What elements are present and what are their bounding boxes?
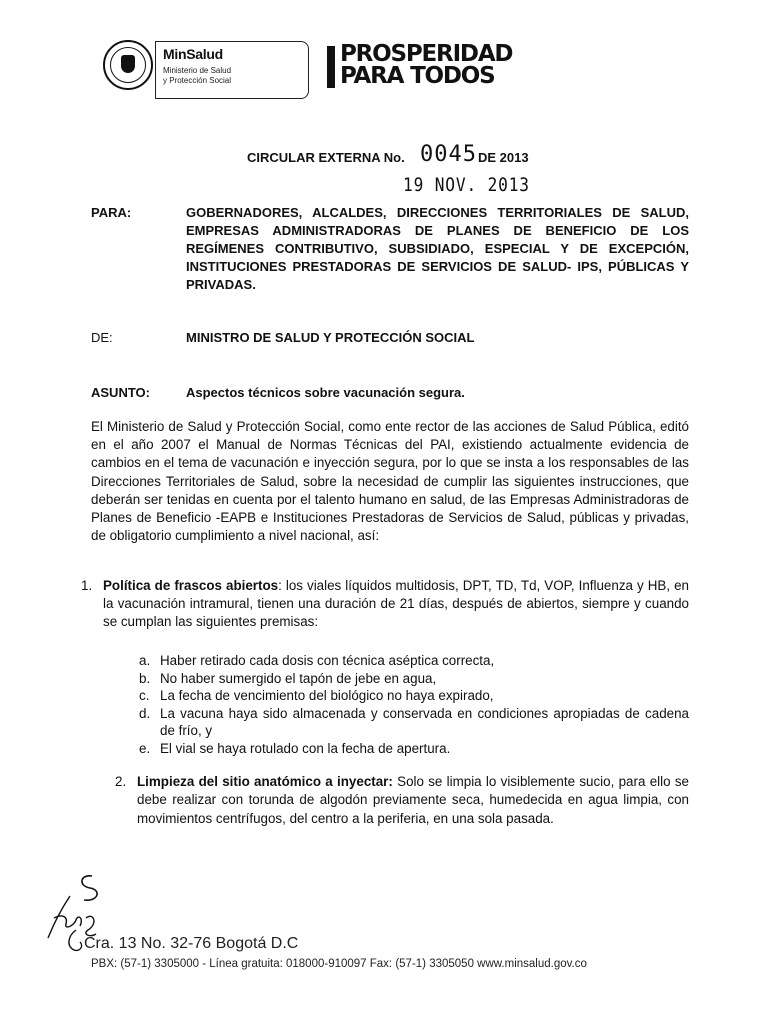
asunto-label: ASUNTO: [91, 385, 150, 400]
date-stamp: 19 NOV. 2013 [403, 174, 530, 196]
sub-list [139, 652, 689, 758]
circular-title-prefix: CIRCULAR EXTERNA No. [247, 150, 405, 165]
slogan-line-2: PARA TODOS [340, 63, 495, 89]
sub-item-letter: b. [139, 670, 151, 686]
sub-item-text: El vial se haya rotulado con la fecha de apertura. [160, 740, 451, 756]
de-label: DE: [91, 330, 113, 345]
item-body: : los viales líquidos multidosis, DPT, TD, Td, VOP, Influenza y HB, en la vacunación intramural, tienen una duración de 21 días, después de abiertos, siempre y cuando se cumplan las siguientes premisas: [103, 578, 689, 630]
sub-list-item [139, 652, 689, 670]
slogan-logo [340, 43, 512, 87]
para-recipients: GOBERNADORES, ALCALDES, DIRECCIONES TERRITORIALES DE SALUD, EMPRESAS ADMINISTRADORAS DE PLANES DE BENEFICIO DE LOS REGÍMENES CONTRIBUTIVO, SUBSIDIADO, ESPECIAL Y DE EXCEPCIÓN, INSTITUCIONES PRESTADORAS DE SERVICIOS DE SALUD- IPS, PÚBLICAS Y PRIVADAS. [186, 205, 689, 292]
sub-list-item [139, 740, 689, 758]
sub-item-text: La fecha de vencimiento del biológico no haya expirado, [160, 688, 494, 704]
para-label: PARA: [91, 205, 132, 220]
item-text [137, 773, 689, 828]
circular-number: 0045 [420, 142, 477, 167]
item-body: Solo se limpia lo visiblemente sucio, para ello se debe realizar con torunda de algodón previamente seca, humedecida en agua limpia, con movimientos centrífugos, del centro a la periferia, en una sola pasada. [137, 774, 689, 826]
sub-list-item [139, 670, 689, 688]
sub-list-item [139, 687, 689, 705]
ministry-logo-subtitle [163, 66, 231, 86]
sub-item-text: La vacuna haya sido almacenada y conservada en condiciones apropiadas de cadena de frío, y [160, 705, 689, 739]
item-heading: Política de frascos abiertos [103, 578, 279, 593]
de-sender: MINISTRO DE SALUD Y PROTECCIÓN SOCIAL [186, 330, 475, 345]
sub-item-letter: c. [139, 688, 150, 704]
asunto-subject: Aspectos técnicos sobre vacunación segura. [186, 385, 465, 400]
sub-list-item [139, 705, 689, 740]
item-number: 1. [81, 578, 93, 593]
sub-item-letter: e. [139, 740, 151, 756]
slogan-line-1: PROSPERIDAD [340, 41, 513, 67]
item-heading: Limpieza del sitio anatómico a inyectar: [137, 774, 393, 789]
coat-of-arms-seal [103, 40, 153, 90]
circular-year: DE 2013 [478, 150, 529, 165]
sub-item-text: No haber sumergido el tapón de jebe en agua, [160, 670, 437, 686]
sub-item-letter: a. [139, 653, 151, 668]
footer-contact: PBX: (57-1) 3305000 - Línea gratuita: 018000-910097 Fax: (57-1) 3305050 www.minsalud.gov.co [91, 958, 587, 970]
intro-paragraph: El Ministerio de Salud y Protección Social, como ente rector de las acciones de Salud Pública, editó en el año 2007 el Manual de Normas Técnicas del PAI, existiendo actualmente evidencia de cambios en el tema de vacunación e inyección segura, por lo que se insta a los responsables de las Direcciones Territoriales de Salud, sobre la necesidad de cumplir las siguientes instrucciones, que deberán ser tenidas en cuenta por el talento humano en salud, de las Empresas Administradoras de Planes de Beneficio -EAPB e Instituciones Prestadoras de Servicios de Salud, públicas y privadas, de obligatorio cumplimiento a nivel nacional, así: [91, 419, 689, 544]
item-number: 2. [115, 774, 127, 789]
ministry-logo-name: MinSalud [163, 46, 223, 62]
sub-item-letter: d. [139, 705, 151, 721]
ministry-sub-line-1: Ministerio de Salud [163, 66, 232, 75]
shield-icon [121, 55, 135, 73]
sub-item-text: Haber retirado cada dosis con técnica aséptica correcta, [160, 653, 495, 668]
ministry-sub-line-2: y Protección Social [163, 76, 232, 85]
slogan-bar [327, 46, 335, 88]
item-text [103, 577, 689, 632]
footer-address: Cra. 13 No. 32-76 Bogotá D.C [84, 935, 299, 952]
